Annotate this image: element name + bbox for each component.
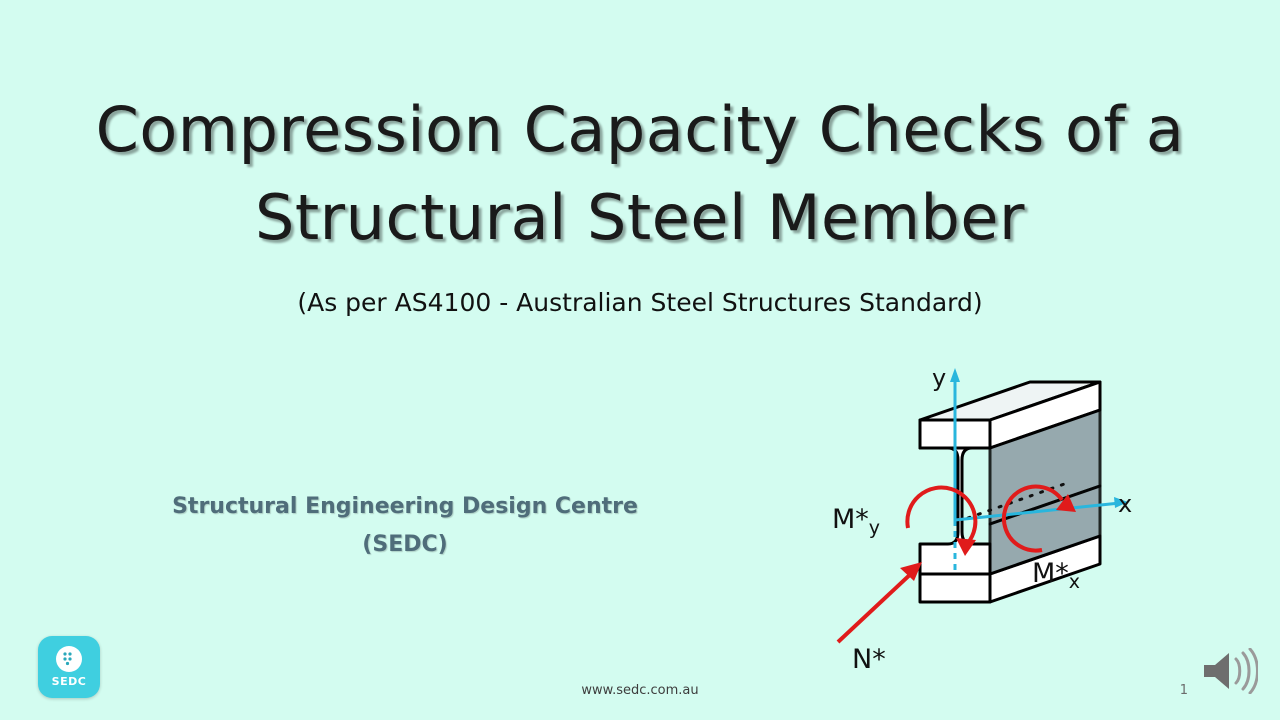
steel-section-force-diagram — [800, 360, 1200, 680]
label-moment-y: $M*_y$ — [832, 504, 881, 539]
page-number: 1 — [1179, 683, 1188, 698]
label-axial-force: N* — [852, 644, 886, 675]
speaker-icon[interactable] — [1200, 648, 1258, 694]
organisation-abbreviation: (SEDC) — [362, 532, 448, 557]
footer-url: www.sedc.com.au — [581, 683, 699, 698]
title-line-2: Structural Steel Member — [255, 181, 1025, 254]
subtitle: (As per AS4100 - Australian Steel Structures Standard) — [297, 288, 983, 317]
organisation-name: Structural Engineering Design Centre — [172, 494, 638, 519]
title-line-1: Compression Capacity Checks of a — [95, 93, 1185, 166]
axis-label-y: y — [932, 364, 947, 392]
logo-label: SEDC — [51, 675, 87, 688]
label-moment-x: $M*_x$ — [1032, 558, 1081, 593]
organisation-block — [110, 488, 700, 564]
dots-circle-icon — [56, 646, 82, 672]
axis-label-x: x — [1118, 490, 1133, 518]
page-title — [80, 86, 1200, 262]
